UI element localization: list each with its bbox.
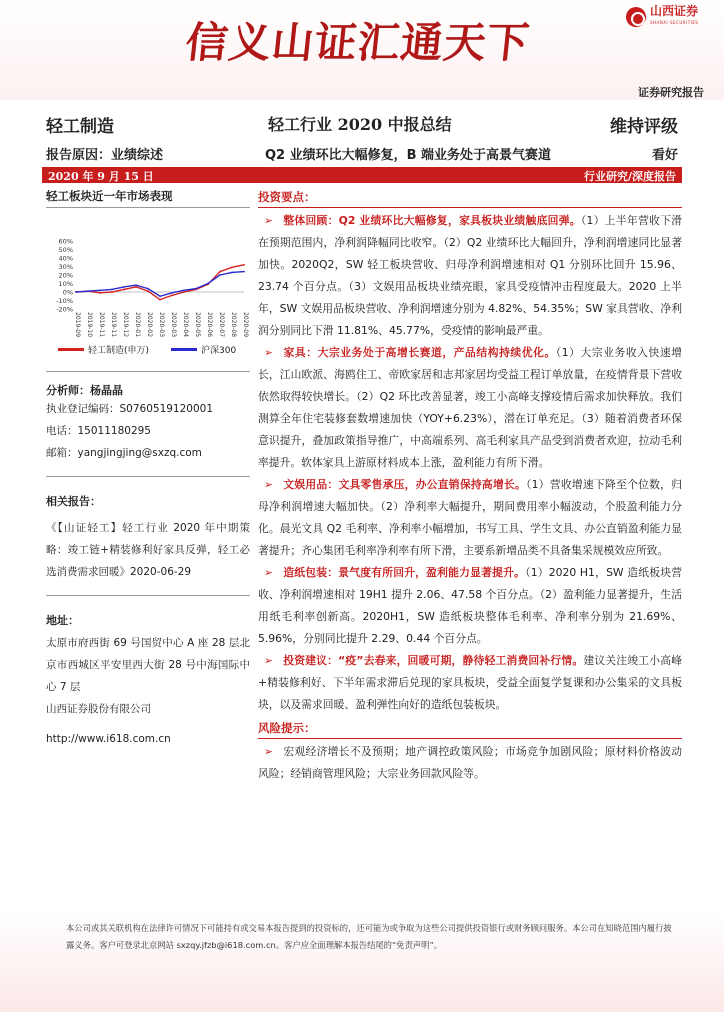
bullet-body: （1）大宗业务收入快速增长，江山欧派、海鸥住工、帝欧家居和志邦家居均受益工程订单放量，在疫情背景下营收依然取得较快增长。（2）Q2 环比改善显著，竣工小高峰支撑疫情后需求加快释放。我们测算全年住宅装修套数增速加快（YOY+6.23%），潜在订单充足。（3）随着消费者环保意识提升，叠加政策指导推广，中高端系列、高毛利家具产品受到消费者欢迎，拉动毛利率提升。软体家具上游原材料成本上涨，盈利能力有所下滑。 (258, 346, 683, 469)
legend-item-light-industry (58, 343, 149, 356)
y-tick-label: 0% (62, 288, 73, 297)
analyst-label: 分析师： (46, 384, 90, 397)
related-label: 相关报告： (46, 495, 101, 508)
analyst (46, 382, 250, 398)
bullet-body: 建议关注竣工小高峰+精装修利好、下半年需求滞后兑现的家具板块，受益全面复学复课和办公集采的文具板块，以及需求回暖、盈利弹性向好的造纸包装板块。 (258, 654, 682, 711)
bullet-item (258, 650, 682, 716)
legend-label: 轻工制造(申万) (88, 346, 150, 356)
footer (0, 912, 724, 1012)
data-point (219, 274, 221, 276)
data-point (135, 286, 137, 288)
logo-subtext: SHANXI SECURITIES (650, 20, 699, 25)
x-tick-label: 2020-06 (206, 312, 213, 338)
legend-item-hs300 (171, 343, 236, 356)
y-tick-label: -20% (56, 305, 73, 314)
x-tick-label: 2020-03 (170, 312, 177, 338)
subheader-row (0, 142, 724, 164)
x-tick-label: 2020-01 (134, 312, 141, 338)
bullet-title: 造纸包装：景气度有所回升，盈利能力显著提升。 (283, 566, 526, 579)
phone: 电话：15011180295 (46, 425, 151, 437)
data-point (195, 288, 197, 290)
email[interactable]: 邮箱：yangjingjing@sxzq.com (46, 447, 202, 459)
bullet-title: 家具：大宗业务处于高增长赛道，产品结构持续优化。 (283, 346, 556, 359)
y-tick-label: 50% (58, 246, 73, 254)
points-heading: 投资要点： (258, 189, 682, 208)
chart-title: 轻工板块近一年市场表现 (46, 188, 250, 208)
bullet-item (258, 562, 682, 650)
data-point (99, 292, 101, 294)
risk-body: 宏观经济增长不及预期；地产调控政策风险；市场竞争加剧风险；原材料价格波动风险；经销商管理风险；大宗业务回款风险等。 (258, 745, 682, 780)
arrow-icon: ➢ (264, 478, 274, 491)
x-tick-label: 2020-04 (182, 312, 189, 338)
legend-swatch-red (58, 348, 84, 351)
y-tick-label: 30% (58, 263, 73, 271)
bullet-title: 文娱用品：文具零售承压，办公直销保持高增长。 (283, 478, 527, 491)
address-label: 地址： (46, 614, 79, 627)
analyst-name: 杨晶晶 (90, 384, 123, 397)
bullet-item (258, 474, 682, 562)
market-chart (46, 211, 250, 363)
x-tick-label: 2019-11 (110, 312, 117, 338)
data-point (231, 266, 233, 268)
address: 太原市府西街 69 号国贸中心 A 座 28 层北京市西城区平安里西大街 28 号中海国际中心 7 层 (46, 637, 250, 693)
data-point (123, 286, 125, 288)
report-kind: 证券研究报告 (638, 86, 704, 99)
data-point (207, 283, 209, 285)
cert-number: 执业登记编码：S0760519120001 (46, 403, 214, 415)
divider (46, 595, 250, 596)
bullet-list (258, 210, 682, 716)
y-tick-label: 20% (58, 271, 73, 280)
related-report[interactable]: 《【山证轻工】轻工行业 2020 年中期策略：竣工链+精装修利好家具反弹，轻工必选消费需求回暖》2020-06-29 (46, 522, 250, 578)
data-point (171, 295, 173, 297)
y-tick-label: 40% (58, 254, 73, 263)
disclaimer: 本公司或其关联机构在法律许可情况下可能持有或交易本报告提到的投资标的，还可能为或争取为这些公司提供投资银行或财务顾问服务。本公司在知晓范围内履行披露义务。客户可登录北京网站 sxzqy.jfzb@i618.com.cn。客户应全面理解本报告结尾的“免责声明”。 (66, 923, 672, 950)
bullet-body: （1）上半年营收下滑在预期范围内，净利润降幅同比收窄。（2）Q2 业绩环比大幅回升，净利润增速同比显著加快。2020Q2，SW 轻工板块营收、归母净利润增速相对 Q1 分别环比回升 15.96、23.74 个百分点。（3）文娱用品板块业绩亮眼，家具受疫情冲击程度最大。2020 上半年，SW 文娱用品板块营收、净利润增速分别为 4.82%、54.35%；SW 家具营收、净利润分别同比下滑 11.81%、45.77%，受疫情的影响最严重。 (258, 214, 683, 337)
data-point (87, 290, 89, 292)
rating: 维持评级 (610, 117, 678, 137)
company-logo (626, 5, 698, 29)
arrow-icon: ➢ (264, 214, 274, 227)
divider (46, 476, 250, 477)
arrow-icon: ➢ (264, 346, 274, 359)
bullet-body: （1）2020 H1，SW 造纸板块营收、净利润增速相对 19H1 提升 2.06、47.58 个百分点。（2）盈利能力显著提升，生活用纸毛利率创新高。2020H1，SW 造纸板块整体毛利率、净利率分别为 21.69%、5.96%，分别同比提升 2.29、0.44 个百分点。 (258, 566, 683, 645)
bullet-item (258, 210, 682, 342)
legend-swatch-blue (171, 348, 197, 351)
y-tick-label: 60% (58, 237, 73, 246)
x-tick-label: 2019-11 (98, 312, 105, 338)
x-tick-label: 2020-03 (158, 312, 165, 338)
chart-svg (46, 211, 250, 341)
logo-text: 山西证券 (650, 4, 699, 18)
bullet-title: 整体回顾：Q2 业绩环比大幅修复，家具板块业绩触底回弹。 (283, 214, 581, 227)
data-point (243, 271, 245, 273)
x-tick-label: 2020-09 (242, 312, 249, 338)
slogan: 信义山证汇通天下 (183, 18, 533, 67)
arrow-icon: ➢ (264, 566, 274, 579)
divider (46, 371, 250, 372)
risk-item (258, 741, 682, 785)
data-point (171, 292, 173, 294)
x-tick-label: 2019-10 (86, 312, 93, 338)
x-tick-label: 2019-12 (122, 312, 129, 338)
data-point (183, 291, 185, 293)
data-point (219, 271, 221, 273)
date-bar (42, 167, 682, 183)
bullet-body: （1）营收增速下降至个位数，归母净利润增速大幅加快。（2）净利率大幅提升，期间费用率小幅波动，个股盈利能力分化。晨光文具 Q2 毛利率、净利率小幅增加，书写工具、学生文具、办公直销盈利能力显著提升；齐心集团毛利率净利率有所下滑，主要系新增品类不具备集采规模效应所致。 (258, 478, 682, 557)
data-point (111, 289, 113, 291)
data-point (147, 290, 149, 292)
banner (0, 0, 724, 100)
company-name: 山西证券股份有限公司 (46, 703, 151, 715)
legend-label: 沪深300 (201, 346, 237, 356)
report-reason: 报告原因：业绩综述 (46, 148, 164, 163)
data-point (135, 284, 137, 286)
data-point (183, 289, 185, 291)
chart-legend (46, 343, 250, 356)
series-line (76, 265, 244, 300)
data-point (123, 289, 125, 291)
data-point (243, 264, 245, 266)
report-type: 行业研究/深度报告 (583, 170, 676, 183)
data-point (159, 295, 161, 297)
data-point (99, 289, 101, 291)
data-point (147, 288, 149, 290)
y-tick-label: -10% (56, 297, 73, 305)
x-tick-label: 2020-07 (218, 312, 225, 338)
report-subtitle: Q2 业绩环比大幅修复，B 端业务处于高景气赛道 (265, 148, 552, 163)
x-tick-label: 2020-02 (146, 312, 153, 338)
data-point (75, 291, 77, 293)
y-tick-label: 10% (58, 280, 73, 288)
bullet-title: 投资建议：“疫”去春来，回暖可期，静待轻工消费回补行情。 (283, 654, 584, 667)
x-tick-label: 2020-08 (230, 312, 237, 338)
sidebar (46, 188, 250, 750)
data-point (159, 299, 161, 301)
data-point (231, 272, 233, 274)
risk-heading: 风险提示： (258, 720, 682, 739)
arrow-icon: ➢ (264, 654, 274, 667)
arrow-icon: ➢ (264, 745, 274, 758)
data-point (111, 291, 113, 293)
website[interactable]: http://www.i618.com.cn (46, 733, 171, 745)
header-row (0, 110, 724, 136)
x-tick-label: 2020-05 (194, 312, 201, 338)
rating-value: 看好 (651, 148, 678, 163)
report-title: 轻工行业 2020 中报总结 (268, 115, 452, 134)
report-date: 2020 年 9 月 15 日 (48, 170, 154, 183)
industry-name: 轻工制造 (46, 117, 114, 137)
main-content (258, 189, 682, 785)
bullet-item (258, 342, 682, 474)
logo-icon (626, 7, 646, 27)
x-tick-label: 2019-09 (74, 312, 81, 338)
